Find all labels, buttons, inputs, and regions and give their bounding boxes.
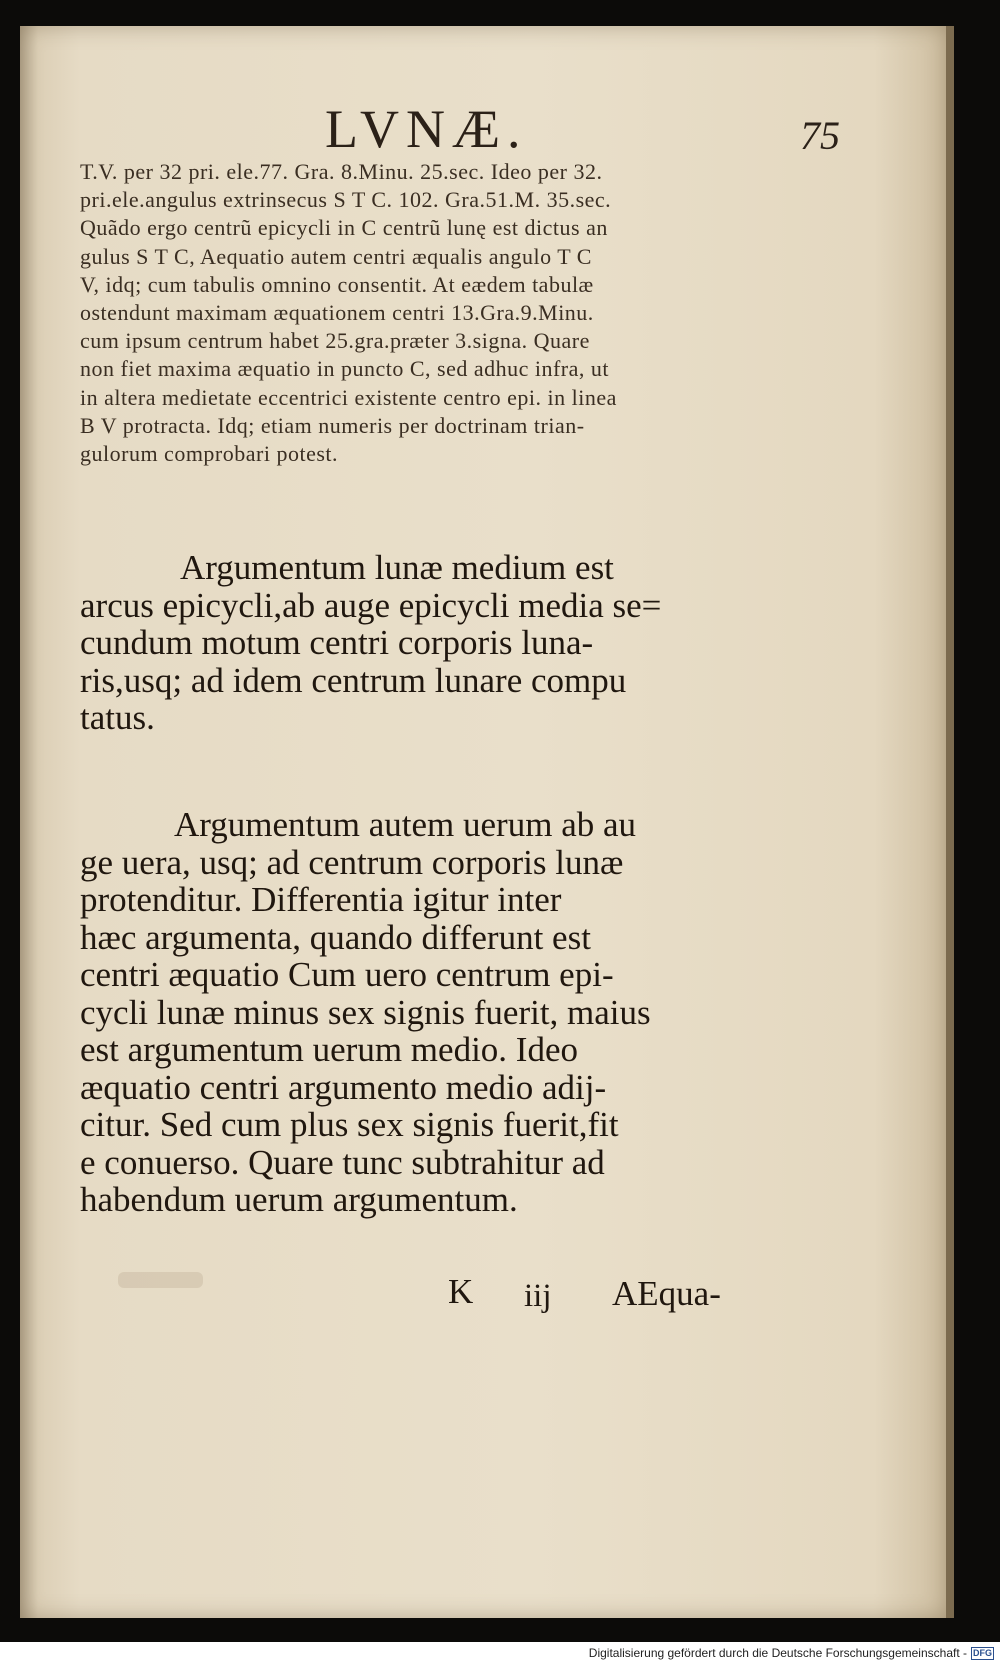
text-line: gulus S T C, Aequatio autem centri æqualis angulo T C bbox=[80, 243, 592, 269]
text-line: Argumentum lunæ medium est bbox=[180, 548, 614, 587]
definition-paragraph-true bbox=[80, 806, 780, 1219]
text-line: T.V. per 32 pri. ele.77. Gra. 8.Minu. 25.sec. Ideo per 32. bbox=[80, 159, 603, 184]
text-line: in altera medietate eccentrici existente centro epi. in linea bbox=[80, 384, 617, 410]
text-line: gulorum comprobari potest. bbox=[80, 440, 339, 466]
text-line: protenditur. Differentia igitur inter bbox=[80, 880, 562, 919]
digitization-footer bbox=[0, 1642, 1000, 1666]
text-line: arcus epicycli,ab auge epicycli media se= bbox=[80, 585, 662, 625]
page-edge bbox=[946, 26, 954, 1618]
text-line: V, idq; cum tabulis omnino consentit. At eædem tabulæ bbox=[80, 271, 594, 297]
text-line: centri æquatio Cum uero centrum epi- bbox=[80, 955, 614, 994]
text-line: tatus. bbox=[80, 698, 155, 737]
signature-number: iij bbox=[524, 1278, 552, 1314]
catchword: AEqua- bbox=[612, 1274, 721, 1313]
text-line: cundum motum centri corporis luna- bbox=[80, 623, 594, 662]
ink-smudge bbox=[118, 1272, 203, 1288]
text-line: Quãdo ergo centrũ epicycli in C centrũ lunę est dictus an bbox=[80, 215, 608, 241]
text-line: habendum uerum argumentum. bbox=[80, 1180, 518, 1219]
running-header: LVNÆ. bbox=[325, 99, 528, 159]
text-line: B V protracta. Idq; etiam numeris per doctrinam trian- bbox=[80, 412, 585, 438]
text-line: ge uera, usq; ad centrum corporis lunæ bbox=[80, 842, 624, 882]
signature-letter: K bbox=[448, 1272, 474, 1311]
small-type-paragraph bbox=[80, 158, 770, 468]
definition-paragraph-medium bbox=[80, 549, 780, 737]
dfg-logo-icon[interactable]: DFG bbox=[973, 1648, 992, 1658]
folio-number: 75 bbox=[800, 113, 840, 158]
text-line: hæc argumenta, quando differunt est bbox=[80, 917, 591, 957]
text-line: cum ipsum centrum habet 25.gra.præter 3.signa. Quare bbox=[80, 328, 590, 354]
funding-credit: Digitalisierung gefördert durch die Deutsche Forschungsgemeinschaft - bbox=[588, 1646, 967, 1660]
text-line: æquatio centri argumento medio adij- bbox=[80, 1067, 607, 1107]
book-page bbox=[20, 26, 948, 1618]
text-line: non fiet maxima æquatio in puncto C, sed adhuc infra, ut bbox=[80, 356, 610, 382]
text-line: citur. Sed cum plus sex signis fuerit,fit bbox=[80, 1105, 619, 1144]
text-line: pri.ele.angulus extrinsecus S T C. 102. Gra.51.M. 35.sec. bbox=[80, 187, 612, 213]
text-line: ostendunt maximam æquationem centri 13.Gra.9.Minu. bbox=[80, 299, 594, 325]
text-line: ris,usq; ad idem centrum lunare compu bbox=[80, 660, 627, 700]
text-line: Argumentum autem uerum ab au bbox=[174, 805, 637, 844]
text-line: cycli lunæ minus sex signis fuerit, maius bbox=[80, 992, 651, 1032]
text-line: e conuerso. Quare tunc subtrahitur ad bbox=[80, 1142, 605, 1182]
text-line: est argumentum uerum medio. Ideo bbox=[80, 1030, 578, 1069]
